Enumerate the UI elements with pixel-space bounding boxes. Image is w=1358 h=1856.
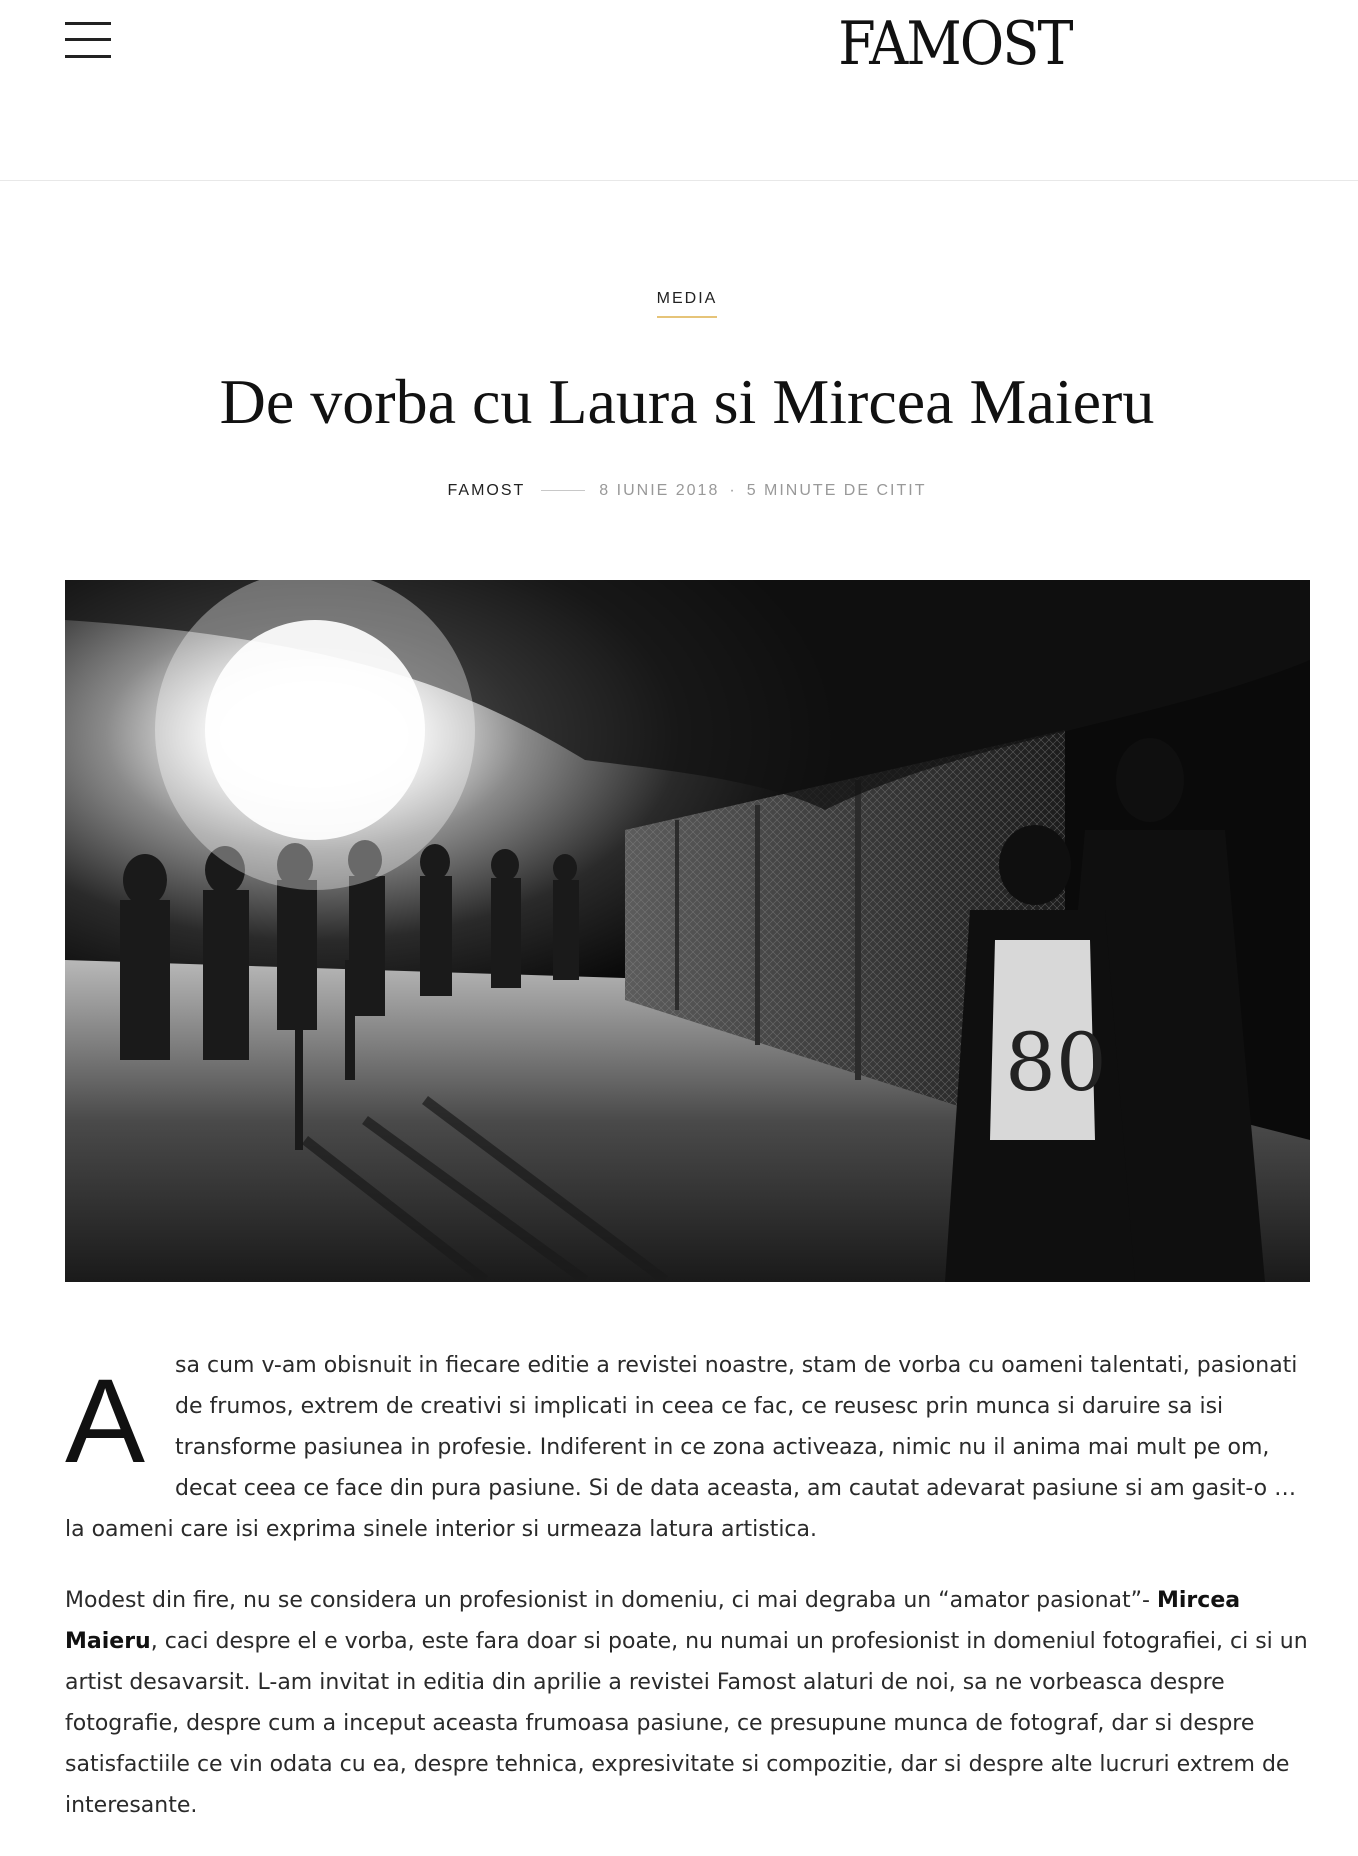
svg-text:80: 80 <box>1005 1016 1107 1109</box>
paragraph-intro <box>65 1345 1310 1550</box>
author-link[interactable]: FAMOST <box>447 482 526 499</box>
hamburger-menu-icon[interactable] <box>65 20 111 60</box>
menu-bar <box>65 38 111 41</box>
article-title: De vorba cu Laura si Mircea Maieru <box>219 366 1155 437</box>
read-time: 5 MINUTE DE CITIT <box>746 482 927 499</box>
menu-bar <box>65 22 111 25</box>
publish-date: 8 IUNIE 2018 <box>599 482 720 499</box>
meta-divider <box>541 490 585 491</box>
menu-bar <box>65 55 111 58</box>
featured-photo <box>65 580 1310 1282</box>
paragraph-intro-text: sa cum v-am obisnuit in fiecare editie a revistei noastre, stam de vorba cu oameni talentati, pasionati de frumos, extrem de creativi si implicati in ceea ce fac, ce reusesc prin munca si daruire sa isi transforme pasiunea in profesie. Indiferent in ce zona activeaza, nimic nu il anima mai mult pe om, decat ceea ce face din pura pasiune. Si de data aceasta, am cautat adevarat pasiune si am gasit-o … la oameni care isi exprima sinele interior si urmeaza latura artistica. <box>65 1353 1298 1542</box>
paragraph-second-start: Modest din fire, nu se considera un profesionist in domeniu, ci mai degraba un “amator pasionat”- <box>65 1588 1157 1613</box>
meta-dot: · <box>729 482 737 499</box>
dropcap-letter: A <box>65 1354 146 1488</box>
site-header <box>0 0 1358 181</box>
paragraph-second <box>65 1580 1310 1826</box>
mircea-maieru-name: Mircea Maieru <box>65 1588 1241 1654</box>
paragraph-second-end: , caci despre el e vorba, este fara doar si poate, nu numai un profesionist in domeniul fotografiei, ci si un artist desavarsit. L-am invitat in editia din aprilie a revistei Famost alaturi de noi, sa ne vorbeasca despre fotografie, despre cum a inceput aceasta frumoasa pasiune, ce presupune munca de fotograf, dar si despre satisfactiile ce vin odata cu ea, despre tehnica, expresivitate si compozitie, dar si despre alte lucruri extrem de interesante. <box>65 1629 1308 1818</box>
article-content <box>65 1345 1310 1856</box>
site-logo[interactable]: FAMOST <box>838 9 1072 79</box>
article-meta <box>0 480 1358 502</box>
category-wrapper <box>0 288 1358 318</box>
category-link[interactable]: MEDIA <box>657 290 718 318</box>
